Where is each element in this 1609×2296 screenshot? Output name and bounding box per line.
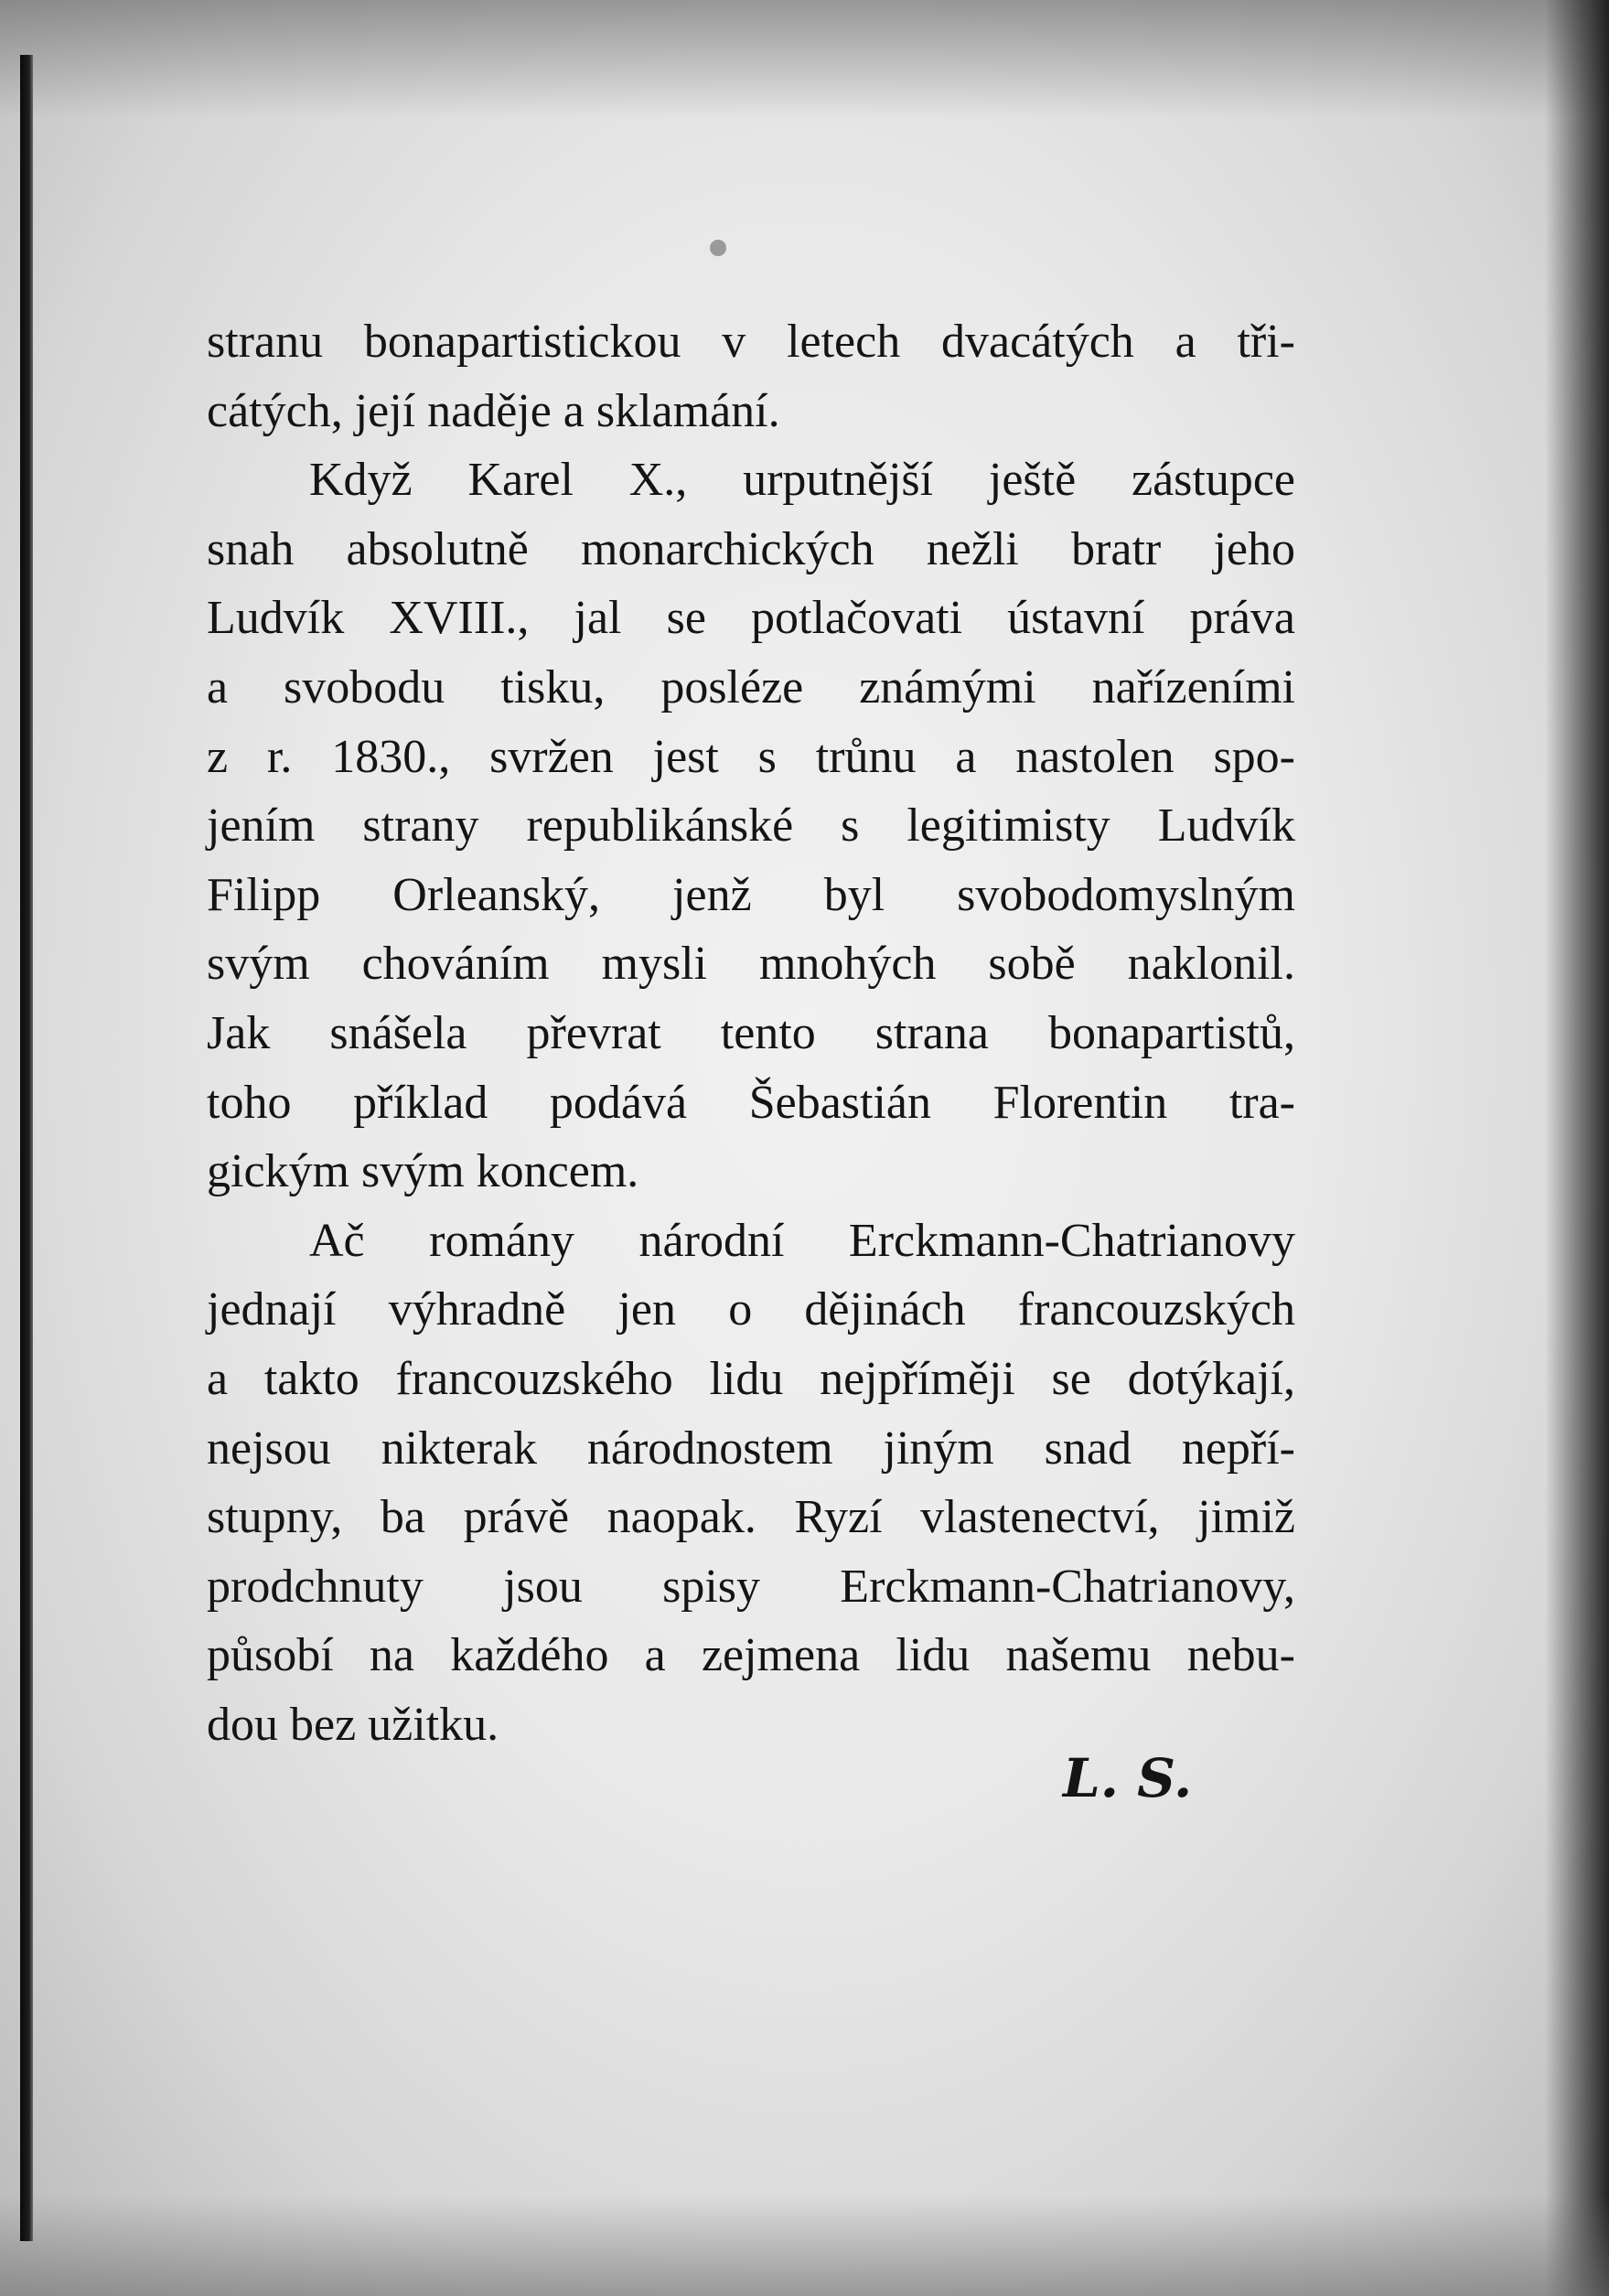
text-line: svým chováním mysli mnohých sobě naklonil.	[207, 938, 1295, 991]
text-line: stranu bonapartistickou v letech dvacátých a tři-	[207, 316, 1295, 368]
text-line: nejsou nikterak národnostem jiným snad nepří-	[207, 1422, 1295, 1475]
binding-edge	[20, 55, 33, 2241]
text-line: Ludvík XVIII., jal se potlačovati ústavní práva	[207, 592, 1295, 645]
paragraph	[207, 1207, 1295, 1760]
text-line: jednají výhradně jen o dějinách francouzských	[207, 1283, 1295, 1336]
text-line: prodchnuty jsou spisy Erckmann-Chatrianovy,	[207, 1560, 1295, 1613]
text-line: Když Karel X., urputnější ještě zástupce	[309, 454, 1295, 507]
text-line: jením strany republikánské s legitimisty Ludvík	[207, 799, 1295, 853]
text-line: cátých, její naděje a sklamání.	[207, 384, 780, 437]
text-line: stupny, ba právě naopak. Ryzí vlastenectví, jimiž	[207, 1491, 1295, 1544]
text-line: Filipp Orleanský, jenž byl svobodomyslným	[207, 868, 1295, 921]
ink-speck	[710, 240, 726, 256]
right-edge-shadow	[1545, 0, 1609, 2296]
text-line: snah absolutně monarchických nežli bratr jeho	[207, 522, 1295, 575]
paragraph	[207, 307, 1295, 445]
text-line: gickým svým koncem.	[207, 1145, 639, 1198]
paragraph	[207, 445, 1295, 1207]
author-initials: L. S.	[1063, 1747, 1193, 1809]
text-line: Ač romány národní Erckmann-Chatrianovy	[309, 1214, 1295, 1267]
text-line: a svobodu tisku, posléze známými nařízeními	[207, 660, 1295, 713]
text-line: Jak snášela převrat tento strana bonapartistů,	[207, 1006, 1295, 1059]
text-line: působí na každého a zejmena lidu našemu nebu-	[207, 1629, 1295, 1682]
body-text	[207, 307, 1295, 1759]
bottom-edge-shadow	[0, 2195, 1609, 2296]
text-line: dou bez užitku.	[207, 1698, 499, 1751]
text-line: a takto francouzského lidu nejpříměji se dotýkají,	[207, 1352, 1295, 1405]
top-edge-shadow	[0, 0, 1609, 119]
text-line: toho příklad podává Šebastián Florentin tra-	[207, 1076, 1295, 1129]
text-line: z r. 1830., svržen jest s trůnu a nastolen spo-	[207, 730, 1295, 783]
